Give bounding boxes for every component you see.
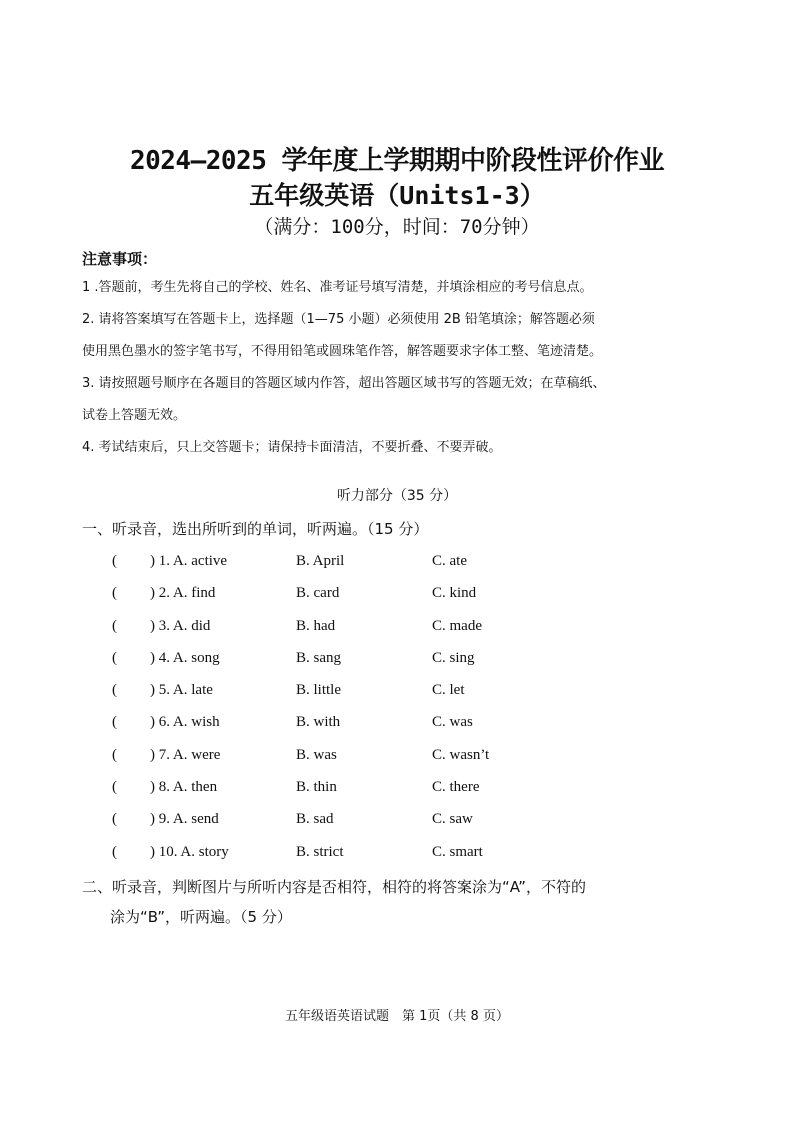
option-a: ) 5. A. late bbox=[150, 682, 213, 699]
option-c: C. smart bbox=[432, 843, 483, 860]
part2-heading-line1: 二、听录音，判断图片与所听内容是否相符，相符的将答案涂为“A”，不符的 bbox=[82, 878, 586, 896]
notice-heading: 注意事项： bbox=[82, 250, 158, 268]
option-a: ) 4. A. song bbox=[150, 649, 220, 666]
notice-line: 2. 请将答案填写在答题卡上，选择题（1—75 小题）必须使用 2B 铅笔填涂；解答题必须 bbox=[82, 312, 595, 327]
question-list bbox=[110, 547, 610, 870]
notice-line: 使用黑色墨水的签字笔书写，不得用铅笔或圆珠笔作答，解答题要求字体工整、笔迹清楚。 bbox=[82, 344, 603, 359]
notice-line: 1 .答题前，考生先将自己的学校、姓名、准考证号填写清楚，并填涂相应的考号信息点。 bbox=[82, 280, 593, 295]
exam-score-time: （满分：100分，时间：70分钟） bbox=[254, 216, 540, 238]
option-c: C. saw bbox=[432, 811, 473, 828]
question-row bbox=[110, 773, 610, 805]
exam-title: 2024—2025 学年度上学期期中阶段性评价作业 bbox=[129, 146, 665, 176]
question-row bbox=[110, 708, 610, 740]
question-row bbox=[110, 838, 610, 870]
option-a: ) 6. A. wish bbox=[150, 714, 220, 731]
option-c: C. ate bbox=[432, 553, 467, 569]
question-row bbox=[110, 805, 610, 837]
part1-heading: 一、听录音，选出所听到的单词，听两遍。（15 分） bbox=[82, 520, 429, 538]
question-row bbox=[110, 612, 610, 644]
notice-line: 4. 考试结束后，只上交答题卡；请保持卡面清洁，不要折叠、不要弄破。 bbox=[82, 440, 502, 455]
question-row bbox=[110, 676, 610, 708]
option-b: B. April bbox=[296, 553, 345, 569]
notice-line: 试卷上答题无效。 bbox=[82, 408, 187, 423]
answer-blank: ( bbox=[112, 682, 117, 699]
question-row bbox=[110, 644, 610, 676]
notice-list bbox=[82, 272, 672, 464]
answer-blank: ( bbox=[112, 779, 117, 796]
option-c: C. there bbox=[432, 779, 480, 796]
option-c: C. kind bbox=[432, 585, 477, 602]
option-c: C. wasn’t bbox=[432, 746, 490, 763]
option-b: B. thin bbox=[296, 779, 337, 796]
answer-blank: ( bbox=[112, 714, 117, 731]
question-row bbox=[110, 741, 610, 773]
option-b: B. strict bbox=[296, 843, 344, 860]
option-a: ) 8. A. then bbox=[150, 779, 218, 796]
listening-section-title: 听力部分（35 分） bbox=[336, 488, 458, 504]
option-c: C. made bbox=[432, 617, 482, 634]
answer-blank: ( bbox=[112, 843, 117, 860]
option-c: C. let bbox=[432, 682, 465, 699]
option-a: ) 10. A. story bbox=[150, 843, 229, 860]
option-a: ) 3. A. did bbox=[150, 617, 211, 634]
option-b: B. sad bbox=[296, 811, 334, 828]
option-a: ) 1. A. active bbox=[150, 553, 228, 569]
page-footer: 五年级语英语试题 第 1页（共 8 页） bbox=[285, 1009, 509, 1024]
question-row bbox=[110, 579, 610, 611]
answer-blank: ( bbox=[112, 553, 117, 569]
option-b: B. was bbox=[296, 746, 337, 763]
option-b: B. card bbox=[296, 585, 340, 602]
answer-blank: ( bbox=[112, 649, 117, 666]
notice-line: 3. 请按照题号顺序在各题目的答题区域内作答，超出答题区域书写的答题无效；在草稿纸、 bbox=[82, 376, 606, 391]
answer-blank: ( bbox=[112, 746, 117, 763]
option-a: ) 2. A. find bbox=[150, 585, 216, 602]
answer-blank: ( bbox=[112, 811, 117, 828]
option-c: C. sing bbox=[432, 649, 475, 666]
option-b: B. had bbox=[296, 617, 336, 634]
option-a: ) 9. A. send bbox=[150, 811, 219, 828]
option-c: C. was bbox=[432, 714, 473, 731]
option-b: B. with bbox=[296, 714, 341, 731]
answer-blank: ( bbox=[112, 617, 117, 634]
question-row bbox=[110, 547, 610, 579]
exam-subtitle: 五年级英语（Units1-3） bbox=[249, 181, 545, 210]
part2-heading-line2: 涂为“B”，听两遍。（5 分） bbox=[110, 908, 292, 926]
answer-blank: ( bbox=[112, 585, 117, 602]
option-b: B. little bbox=[296, 682, 341, 699]
option-a: ) 7. A. were bbox=[150, 746, 221, 763]
option-b: B. sang bbox=[296, 649, 341, 666]
